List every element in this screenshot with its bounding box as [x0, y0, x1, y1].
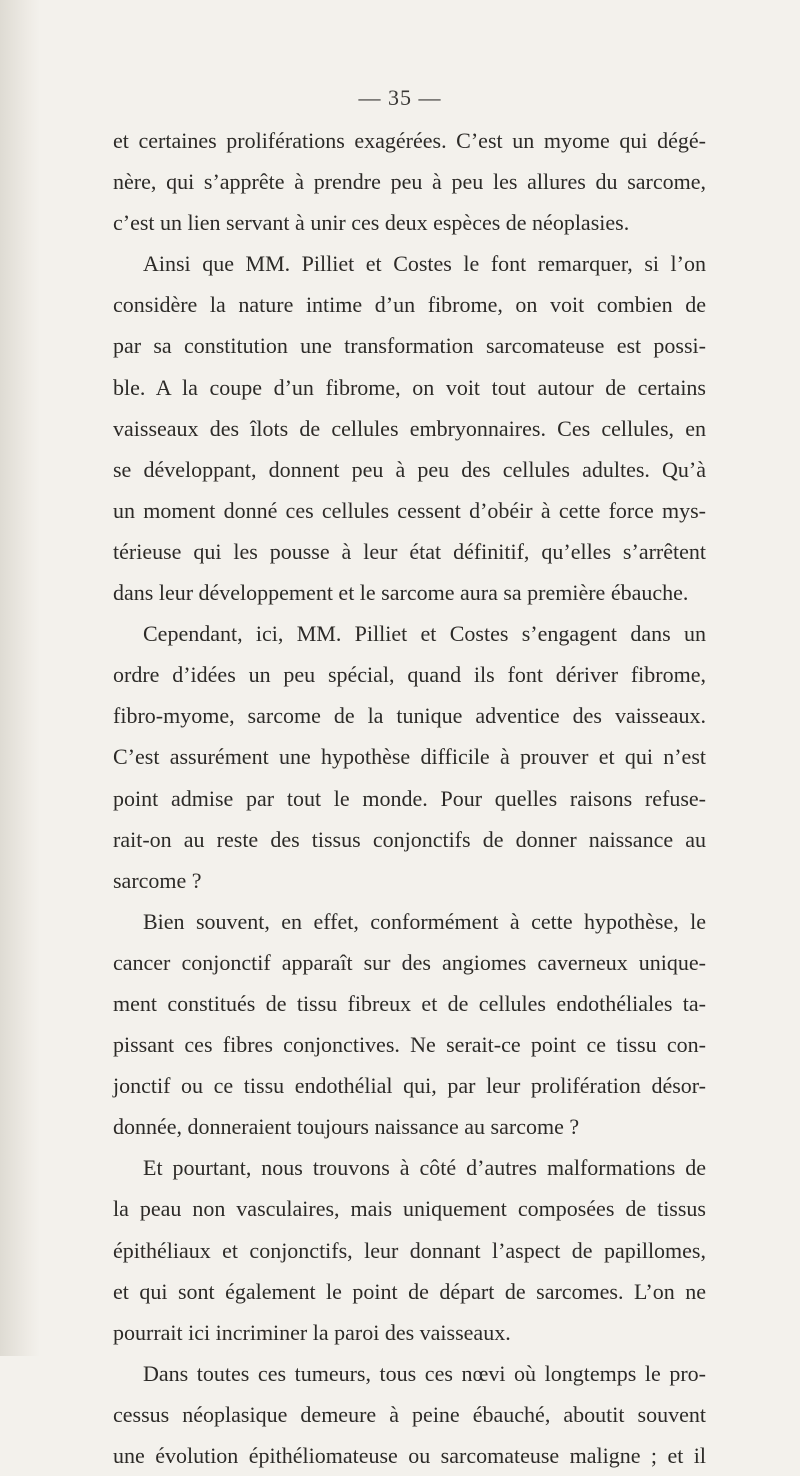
text-line: la peau non vasculaires, mais uniquement composées de tissus: [113, 1196, 706, 1222]
text-line: ment constitués de tissu fibreux et de cellules endothéliales ta-: [113, 990, 706, 1016]
text-line: cessus néoplasique demeure à peine ébauché, aboutit souvent: [113, 1401, 706, 1427]
text-line: térieuse qui les pousse à leur état définitif, qu’elles s’arrêtent: [113, 538, 706, 564]
text-line: nère, qui s’apprête à prendre peu à peu les allures du sarcome,: [113, 169, 706, 195]
text-line: épithéliaux et conjonctifs, leur donnant l’aspect de papillomes,: [113, 1237, 706, 1263]
text-line: pourrait ici incriminer la paroi des vaisseaux.: [113, 1319, 511, 1345]
text-line: et certaines proliférations exagérées. C’est un myome qui dégé-: [113, 128, 706, 153]
text-line: rait-on au reste des tissus conjonctifs de donner naissance au: [113, 826, 706, 852]
page-number: — 35 —: [358, 85, 442, 110]
text-line: vaisseaux des îlots de cellules embryonnaires. Ces cellules, en: [113, 415, 706, 441]
text-line: ordre d’idées un peu spécial, quand ils font dériver fibrome,: [113, 662, 706, 688]
text-line: Dans toutes ces tumeurs, tous ces nœvi où longtemps le pro-: [143, 1360, 706, 1386]
text-line: Cependant, ici, MM. Pilliet et Costes s’engagent dans un: [143, 621, 706, 647]
text-line: donnée, donneraient toujours naissance au sarcome ?: [113, 1114, 580, 1140]
text-line: sarcome ?: [113, 867, 202, 893]
text-line: dans leur développement et le sarcome aura sa première ébauche.: [113, 580, 689, 606]
page-edge-shadow: [0, 0, 40, 1356]
text-line: par sa constitution une transformation sarcomateuse est possi-: [113, 333, 706, 359]
text-line: considère la nature intime d’un fibrome, on voit combien de: [113, 292, 706, 318]
text-line: cancer conjonctif apparaît sur des angiomes caverneux unique-: [113, 949, 706, 975]
text-line: c’est un lien servant à unir ces deux espèces de néoplasies.: [113, 210, 630, 236]
text-line: C’est assurément une hypothèse difficile à prouver et qui n’est: [113, 744, 706, 770]
text-line: une évolution épithéliomateuse ou sarcomateuse maligne ; et il: [113, 1443, 706, 1468]
text-line: un moment donné ces cellules cessent d’obéir à cette force mys-: [113, 497, 706, 523]
body-text: [113, 120, 706, 1476]
text-line: ble. A la coupe d’un fibrome, on voit tout autour de certains: [113, 374, 706, 400]
text-line: Et pourtant, nous trouvons à côté d’autres malformations de: [143, 1155, 706, 1181]
text-line: point admise par tout le monde. Pour quelles raisons refuse-: [113, 785, 706, 811]
text-line: et qui sont également le point de départ de sarcomes. L’on ne: [113, 1278, 706, 1304]
text-line: jonctif ou ce tissu endothélial qui, par leur prolifération désor-: [113, 1073, 706, 1099]
text-line: fibro-myome, sarcome de la tunique adventice des vaisseaux.: [113, 703, 706, 729]
text-line: se développant, donnent peu à peu des cellules adultes. Qu’à: [113, 456, 706, 482]
text-line: Ainsi que MM. Pilliet et Costes le font remarquer, si l’on: [143, 251, 706, 277]
text-line: Bien souvent, en effet, conformément à cette hypothèse, le: [143, 908, 706, 934]
text-line: pissant ces fibres conjonctives. Ne serait-ce point ce tissu con-: [113, 1032, 706, 1058]
